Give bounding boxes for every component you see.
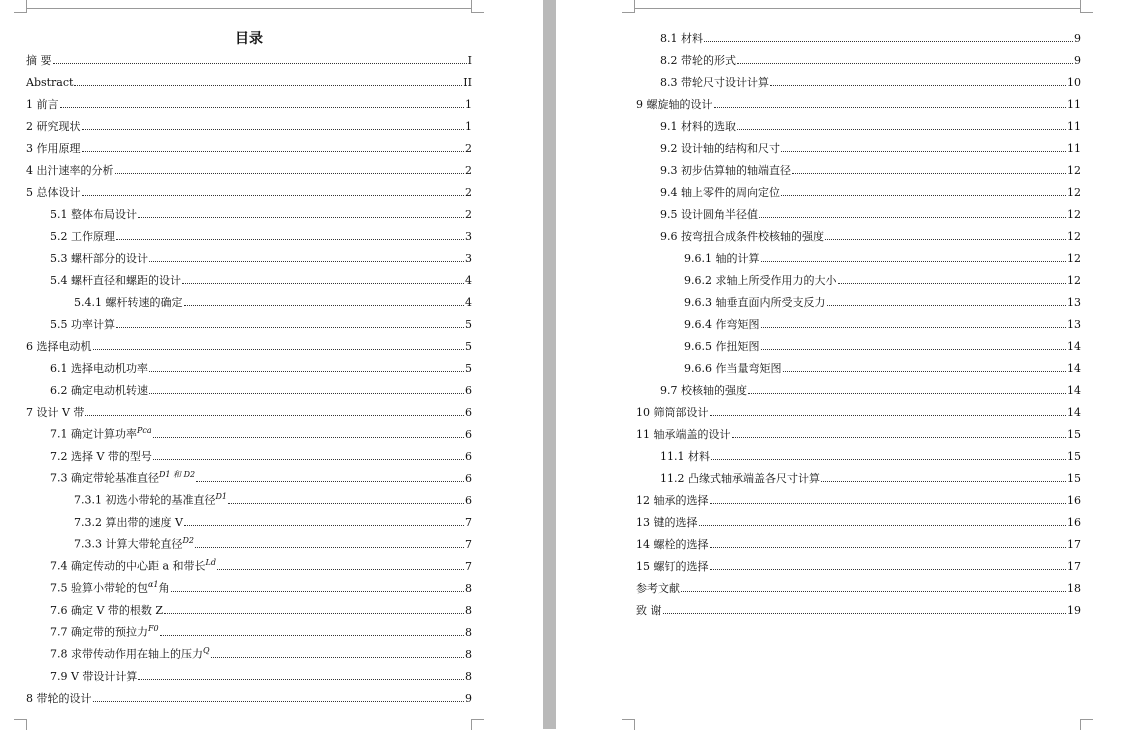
toc-entry[interactable] xyxy=(50,203,472,221)
toc-page-number: 16 xyxy=(1067,494,1081,507)
toc-page-number: 14 xyxy=(1067,340,1081,353)
toc-entry-title: 7.3.2 算出带的速度 V xyxy=(74,516,183,529)
formula-symbol: α1 xyxy=(148,580,159,590)
toc-entry-title: 9.6.6 作当量弯矩图 xyxy=(684,362,782,375)
toc-page-number: 14 xyxy=(1067,406,1081,419)
toc-page-number: II xyxy=(463,76,472,89)
toc-entry-title: 9.6.5 作扭矩图 xyxy=(684,340,760,353)
toc-entry-title: 9.7 校核轴的强度 xyxy=(660,384,747,397)
toc-page-number: 8 xyxy=(465,648,472,661)
toc-entry[interactable] xyxy=(74,291,472,309)
toc-entry[interactable] xyxy=(26,137,472,155)
toc-entry-title: 9.6.1 轴的计算 xyxy=(684,252,760,265)
dot-leader xyxy=(663,613,1067,614)
dot-leader xyxy=(732,437,1067,438)
toc-page-number: 13 xyxy=(1067,318,1081,331)
toc-entry-title: 12 轴承的选择 xyxy=(636,494,709,507)
dot-leader xyxy=(149,261,464,262)
toc-page-number: 1 xyxy=(465,120,472,133)
toc-entry[interactable] xyxy=(50,423,472,441)
toc-entry[interactable] xyxy=(74,511,472,529)
dot-leader xyxy=(781,195,1066,196)
toc-page-number: 19 xyxy=(1067,604,1081,617)
toc-page-number: 6 xyxy=(465,428,472,441)
toc-entry-title: 7 设计 V 带 xyxy=(26,406,85,419)
toc-page-number: 12 xyxy=(1067,208,1081,221)
toc-entry-title: 9.6.2 求轴上所受作用力的大小 xyxy=(684,274,837,287)
toc-page-number: 17 xyxy=(1067,560,1081,573)
toc-entry[interactable] xyxy=(50,357,472,375)
toc-entry[interactable] xyxy=(636,599,1081,617)
toc-entry-title: 5.2 工作原理 xyxy=(50,230,115,243)
dot-leader xyxy=(53,63,467,64)
toc-page-number: 14 xyxy=(1067,384,1081,397)
toc-page-number: 18 xyxy=(1067,582,1081,595)
dot-leader xyxy=(85,415,464,416)
toc-entry[interactable] xyxy=(26,71,472,89)
toc-entry-title: 9.6.4 作弯矩图 xyxy=(684,318,760,331)
toc-page-number: 17 xyxy=(1067,538,1081,551)
toc-entry[interactable] xyxy=(50,445,472,463)
toc-entry-title: 7.8 求带传动作用在轴上的压力$^Q$ xyxy=(50,646,210,661)
toc-entry-title: Abstract xyxy=(26,76,74,89)
dot-leader xyxy=(681,591,1066,592)
toc-page-number: 5 xyxy=(465,362,472,375)
dot-leader xyxy=(710,569,1067,570)
toc-entry[interactable] xyxy=(50,313,472,331)
dot-leader xyxy=(770,85,1066,86)
crop-mark xyxy=(622,0,635,13)
dot-leader xyxy=(82,195,465,196)
dot-leader xyxy=(838,283,1067,284)
toc-page-number: 2 xyxy=(465,186,472,199)
toc-entry[interactable] xyxy=(660,379,1081,397)
toc-page-number: 3 xyxy=(465,230,472,243)
toc-page-number: 11 xyxy=(1067,142,1081,155)
toc-entry-title: 摘 要 xyxy=(26,54,52,67)
toc-entry[interactable] xyxy=(660,445,1081,463)
formula-symbol: Q xyxy=(203,646,210,656)
dot-leader xyxy=(711,459,1066,460)
toc-entry[interactable] xyxy=(684,269,1081,287)
toc-entry[interactable] xyxy=(660,203,1081,221)
formula-symbol: Pca xyxy=(137,426,152,436)
toc-entry-title: 7.3.3 计算大带轮直径$^{D2}$ xyxy=(74,536,195,551)
toc-entry-title: 5.5 功率计算 xyxy=(50,318,115,331)
toc-entry-title: 11 轴承端盖的设计 xyxy=(636,428,731,441)
dot-leader xyxy=(60,107,465,108)
dot-leader xyxy=(149,393,464,394)
toc-entry[interactable] xyxy=(636,577,1081,595)
toc-page-number: 11 xyxy=(1067,98,1081,111)
toc-entry-title: 7.5 验算小带轮的包$^{\alpha 1}$角 xyxy=(50,580,170,595)
dot-leader xyxy=(82,151,465,152)
dot-leader xyxy=(748,393,1066,394)
toc-entry-title: 3 作用原理 xyxy=(26,142,81,155)
toc-entry-title: 6 选择电动机 xyxy=(26,340,92,353)
toc-page-number: 12 xyxy=(1067,164,1081,177)
toc-entry[interactable] xyxy=(26,401,472,419)
dot-leader xyxy=(153,459,464,460)
toc-entry[interactable] xyxy=(660,137,1081,155)
crop-mark xyxy=(622,719,635,730)
toc-entry-title: 4 出汁速率的分析 xyxy=(26,164,114,177)
toc-entry-title: 11.1 材料 xyxy=(660,450,710,463)
toc-page-number: 4 xyxy=(465,274,472,287)
toc-entry-title: 9.6.3 轴垂直面内所受支反力 xyxy=(684,296,826,309)
toc-page-number: 12 xyxy=(1067,186,1081,199)
toc-page-number: 2 xyxy=(465,142,472,155)
formula-symbol: Ld xyxy=(205,558,216,568)
toc-entry-title: 9 螺旋轴的设计 xyxy=(636,98,713,111)
dot-leader xyxy=(759,217,1066,218)
toc-entry[interactable] xyxy=(50,269,472,287)
toc-entry-title: 7.4 确定传动的中心距 a 和带长$^{Ld}$ xyxy=(50,558,216,573)
toc-entry-title: 13 键的选择 xyxy=(636,516,698,529)
toc-entry-title: 8.3 带轮尺寸设计计算 xyxy=(660,76,769,89)
toc-entry-title: 7.1 确定计算功率$^{Pca}$ xyxy=(50,426,152,441)
dot-leader xyxy=(149,371,464,372)
toc-page-number: 9 xyxy=(1074,54,1081,67)
dot-leader xyxy=(827,305,1067,306)
toc-entry[interactable] xyxy=(26,159,472,177)
toc-page-number: 15 xyxy=(1067,472,1081,485)
toc-page-number: 11 xyxy=(1067,120,1081,133)
toc-page-number: 2 xyxy=(465,164,472,177)
toc-entry-title: 5.4.1 螺杆转速的确定 xyxy=(74,296,183,309)
toc-entry-title: 5.4 螺杆直径和螺距的设计 xyxy=(50,274,181,287)
toc-entry[interactable] xyxy=(636,533,1081,551)
dot-leader xyxy=(228,503,464,504)
toc-title: 目录 xyxy=(235,31,263,47)
dot-leader xyxy=(182,283,464,284)
toc-page-number: 14 xyxy=(1067,362,1081,375)
crop-mark xyxy=(14,0,27,13)
dot-leader xyxy=(115,173,465,174)
toc-page-number: 6 xyxy=(465,406,472,419)
toc-page-number: 7 xyxy=(465,560,472,573)
formula-symbol: D1 xyxy=(215,492,228,502)
toc-page-number: 6 xyxy=(465,494,472,507)
dot-leader xyxy=(781,151,1066,152)
toc-entry[interactable] xyxy=(684,291,1081,309)
toc-page-number: 8 xyxy=(465,604,472,617)
dot-leader xyxy=(184,525,464,526)
toc-entry[interactable] xyxy=(50,577,472,595)
toc-entry[interactable] xyxy=(50,599,472,617)
dot-leader xyxy=(82,129,465,130)
toc-entry[interactable] xyxy=(26,93,472,111)
toc-entry[interactable] xyxy=(74,533,472,551)
toc-entry-title: 7.3 确定带轮基准直径$^{D1 和 D2}$ xyxy=(50,470,196,485)
toc-page-number: I xyxy=(467,54,472,67)
dot-leader xyxy=(93,349,465,350)
toc-page-number: 12 xyxy=(1067,252,1081,265)
toc-entry-title: 9.4 轴上零件的周向定位 xyxy=(660,186,780,199)
toc-entry[interactable] xyxy=(50,247,472,265)
toc-entry[interactable] xyxy=(26,115,472,133)
toc-entry[interactable] xyxy=(636,511,1081,529)
toc-entry-title: 5.3 螺杆部分的设计 xyxy=(50,252,148,265)
toc-page-number: 12 xyxy=(1067,274,1081,287)
toc-entry-title: 9.5 设计圆角半径值 xyxy=(660,208,758,221)
dot-leader xyxy=(714,107,1067,108)
toc-entry-title: 5.1 整体布局设计 xyxy=(50,208,137,221)
toc-page-number: 1 xyxy=(465,98,472,111)
toc-entry-title: 7.7 确定带的预拉力$^{F0}$ xyxy=(50,624,159,639)
toc-entry[interactable] xyxy=(26,687,472,705)
crop-mark xyxy=(1080,0,1093,13)
toc-page-number: 6 xyxy=(465,450,472,463)
toc-entry-title: 7.2 选择 V 带的型号 xyxy=(50,450,152,463)
toc-entry-title: 15 螺钉的选择 xyxy=(636,560,709,573)
toc-page-number: 13 xyxy=(1067,296,1081,309)
dot-leader xyxy=(761,261,1067,262)
toc-entry-title: 9.1 材料的选取 xyxy=(660,120,736,133)
toc-entry-title: 9.3 初步估算轴的轴端直径 xyxy=(660,164,791,177)
toc-entry[interactable] xyxy=(684,335,1081,353)
toc-entry[interactable] xyxy=(50,467,472,485)
dot-leader xyxy=(196,481,464,482)
crop-mark xyxy=(1080,719,1093,730)
dot-leader xyxy=(710,547,1067,548)
dot-leader xyxy=(710,503,1067,504)
toc-entry[interactable] xyxy=(660,49,1081,67)
toc-entry[interactable] xyxy=(660,159,1081,177)
toc-entry[interactable] xyxy=(660,71,1081,89)
toc-entry-title: 9.2 设计轴的结构和尺寸 xyxy=(660,142,780,155)
toc-page-number: 5 xyxy=(465,318,472,331)
dot-leader xyxy=(138,217,464,218)
toc-entry[interactable] xyxy=(660,27,1081,45)
toc-page-number: 15 xyxy=(1067,450,1081,463)
dot-leader xyxy=(116,327,464,328)
toc-entry-title: 1 前言 xyxy=(26,98,59,111)
dot-leader xyxy=(93,701,465,702)
toc-entry[interactable] xyxy=(660,225,1081,243)
formula-symbol: F0 xyxy=(148,624,159,634)
toc-page-number: 9 xyxy=(465,692,472,705)
right-page xyxy=(556,0,1124,729)
toc-entry[interactable] xyxy=(684,247,1081,265)
dot-leader xyxy=(783,371,1067,372)
toc-page-number: 3 xyxy=(465,252,472,265)
toc-entry-title: 7.9 V 带设计计算 xyxy=(50,670,138,683)
toc-page-number: 8 xyxy=(465,582,472,595)
toc-page-number: 7 xyxy=(465,516,472,529)
toc-entry-title: 6.1 选择电动机功率 xyxy=(50,362,148,375)
dot-leader xyxy=(195,547,464,548)
toc-entry[interactable] xyxy=(660,115,1081,133)
toc-entry[interactable] xyxy=(636,555,1081,573)
toc-page-number: 6 xyxy=(465,384,472,397)
dot-leader xyxy=(217,569,464,570)
crop-mark xyxy=(471,719,484,730)
toc-page-number: 12 xyxy=(1067,230,1081,243)
header-rule xyxy=(26,8,471,9)
toc-entry[interactable] xyxy=(636,401,1081,419)
toc-entry-title: 致 谢 xyxy=(636,604,662,617)
toc-entry[interactable] xyxy=(660,181,1081,199)
toc-entry[interactable] xyxy=(660,467,1081,485)
formula-symbol: D2 xyxy=(182,536,195,546)
toc-page-number: 8 xyxy=(465,670,472,683)
toc-entry-title: 5 总体设计 xyxy=(26,186,81,199)
left-page xyxy=(0,0,543,729)
dot-leader xyxy=(710,415,1067,416)
toc-entry[interactable] xyxy=(636,93,1081,111)
toc-page-number: 7 xyxy=(465,538,472,551)
toc-entry-title: 8 带轮的设计 xyxy=(26,692,92,705)
dot-leader xyxy=(821,481,1066,482)
toc-entry[interactable] xyxy=(26,49,472,67)
toc-entry[interactable] xyxy=(26,335,472,353)
dot-leader xyxy=(211,657,464,658)
header-rule xyxy=(634,8,1080,9)
toc-entry-title: 14 螺栓的选择 xyxy=(636,538,709,551)
dot-leader xyxy=(138,679,464,680)
dot-leader xyxy=(737,129,1066,130)
toc-entry[interactable] xyxy=(636,423,1081,441)
dot-leader xyxy=(164,613,464,614)
dot-leader xyxy=(761,349,1067,350)
toc-entry[interactable] xyxy=(50,379,472,397)
dot-leader xyxy=(699,525,1067,526)
toc-entry[interactable] xyxy=(74,489,472,507)
toc-entry-title: 11.2 凸缘式轴承端盖各尺寸计算 xyxy=(660,472,820,485)
toc-entry[interactable] xyxy=(50,665,472,683)
toc-entry-title: 8.2 带轮的形式 xyxy=(660,54,736,67)
toc-page-number: 4 xyxy=(465,296,472,309)
dot-leader xyxy=(153,437,464,438)
toc-entry[interactable] xyxy=(50,643,472,661)
toc-entry-title: 9.6 按弯扭合成条件校核轴的强度 xyxy=(660,230,824,243)
dot-leader xyxy=(761,327,1067,328)
page-gutter xyxy=(543,0,556,729)
dot-leader xyxy=(704,41,1073,42)
toc-entry[interactable] xyxy=(684,313,1081,331)
toc-page-number: 2 xyxy=(465,208,472,221)
toc-entry[interactable] xyxy=(50,621,472,639)
dot-leader xyxy=(160,635,464,636)
toc-page-number: 16 xyxy=(1067,516,1081,529)
dot-leader xyxy=(825,239,1066,240)
dot-leader xyxy=(737,63,1073,64)
toc-page-number: 9 xyxy=(1074,32,1081,45)
formula-symbol: D1 和 D2 xyxy=(159,470,196,480)
toc-entry-title: 7.6 确定 V 带的根数 Z xyxy=(50,604,164,617)
toc-entry-title: 7.3.1 初选小带轮的基准直径$^{D1}$ xyxy=(74,492,228,507)
toc-entry-title: 6.2 确定电动机转速 xyxy=(50,384,148,397)
toc-entry[interactable] xyxy=(50,225,472,243)
toc-entry-title: 10 筛筒部设计 xyxy=(636,406,709,419)
toc-page-number: 6 xyxy=(465,472,472,485)
toc-entry[interactable] xyxy=(26,181,472,199)
toc-entry-title: 参考文献 xyxy=(636,582,680,595)
toc-entry[interactable] xyxy=(684,357,1081,375)
dot-leader xyxy=(171,591,465,592)
toc-entry[interactable] xyxy=(636,489,1081,507)
toc-page-number: 5 xyxy=(465,340,472,353)
toc-entry[interactable] xyxy=(50,555,472,573)
toc-page-number: 10 xyxy=(1067,76,1081,89)
dot-leader xyxy=(116,239,464,240)
toc-page-number: 15 xyxy=(1067,428,1081,441)
dot-leader xyxy=(792,173,1066,174)
toc-page-number: 8 xyxy=(465,626,472,639)
toc-entry-title: 2 研究现状 xyxy=(26,120,81,133)
crop-mark xyxy=(14,719,27,730)
crop-mark xyxy=(471,0,484,13)
toc-entry-title: 8.1 材料 xyxy=(660,32,703,45)
dot-leader xyxy=(184,305,465,306)
dot-leader xyxy=(74,85,462,86)
